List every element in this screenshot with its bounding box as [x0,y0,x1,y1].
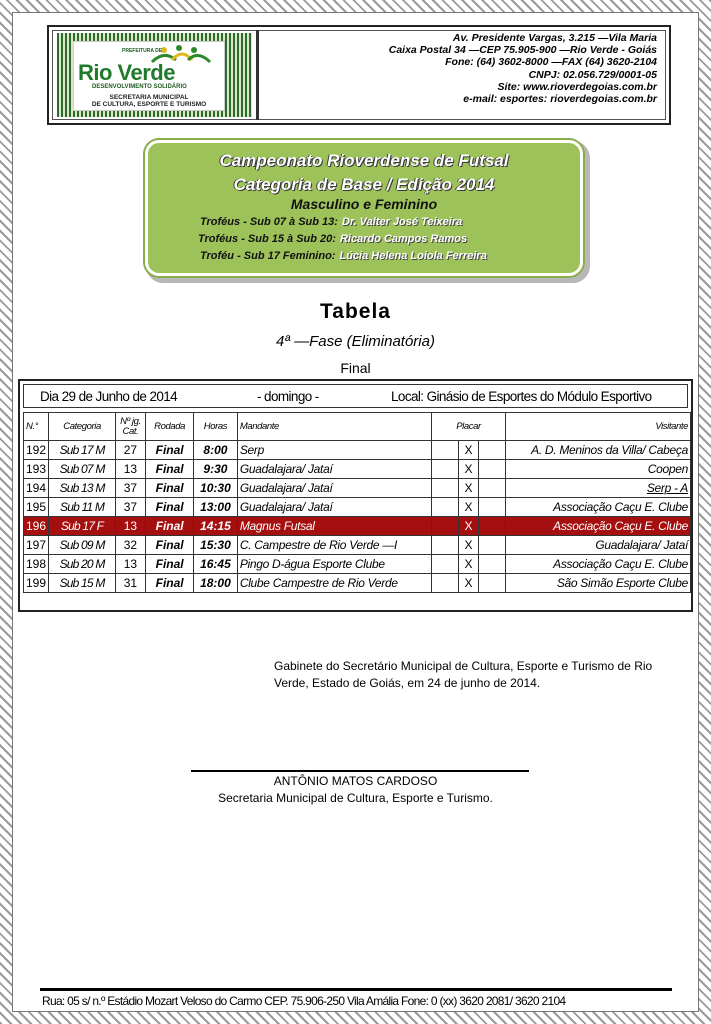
game-time: 8:00 [194,441,238,460]
away-team: Associação Caçu E. Clube [505,555,690,574]
table-body [24,441,691,593]
contact-cnpj: CNPJ: 02.056.729/0001-05 [528,68,657,81]
header-away-team: Visitante [505,413,690,441]
table-row [24,460,691,479]
signer-name: ANTÔNIO MATOS CARDOSO [273,774,438,788]
header-score: Placar [432,413,505,441]
championship-banner [145,140,583,276]
home-score [432,441,458,460]
table-row [24,574,691,593]
header-game-number: Nº jg. Cat. [115,413,146,441]
game-category-number: 27 [115,441,146,460]
game-category: Sub 11 M [49,498,115,517]
contact-postal: Caixa Postal 34 —CEP 75.905-900 —Rio Verde - Goiás [388,44,657,57]
phase-label: 4ª —Fase (Eliminatória) [276,333,435,350]
game-category-number: 13 [115,460,146,479]
trophy-label: Troféus - Sub 07 à Sub 13: [200,216,338,228]
game-category-number: 13 [115,517,146,536]
day-weekday: - domingo - [257,389,319,404]
home-score [432,517,458,536]
score-separator: X [458,555,478,574]
score-separator: X [458,517,478,536]
header-divider [256,30,259,120]
away-score [479,498,505,517]
home-team: Clube Campestre de Rio Verde [237,574,431,593]
game-category: Sub 13 M [49,479,115,498]
contact-site: Site: www.rioverdegoias.com.br [497,80,657,93]
game-number: 198 [24,555,49,574]
game-number: 196 [24,517,49,536]
contact-phone: Fone: (64) 3602-8000 —FAX (64) 3620-2104 [445,56,657,69]
away-team: Associação Caçu E. Clube [505,517,690,536]
game-category: Sub 15 M [49,574,115,593]
game-round: Final [146,498,194,517]
contact-info [389,32,657,105]
home-team: Pingo D-água Esporte Clube [237,555,431,574]
logo-secretaria-line1: SECRETARIA MUNICIPAL [109,94,189,101]
header-category: Categoria [49,413,115,441]
games-table-frame [18,379,693,612]
banner-gender: Masculino e Feminino [290,196,438,212]
game-round: Final [146,555,194,574]
trophy-line-1 [200,216,462,228]
table-row [24,441,691,460]
header-num: N.° [24,413,49,441]
home-score [432,555,458,574]
table-row [24,555,691,574]
home-score [432,460,458,479]
home-team: Serp [237,441,431,460]
table-row [24,536,691,555]
away-score [479,441,505,460]
table-row [24,498,691,517]
away-team: Serp - A [505,479,690,498]
trophy-name: Lúcia Helena Loiola Ferreira [339,250,487,262]
footer-address: Rua: 05 s/ n.º Estádio Mozart Veloso do Carmo CEP. 75.906-250 Vila Amália Fone: 0 (xx) 3620 2081/ 3620 2104 [42,994,566,1008]
game-round: Final [146,479,194,498]
contact-address: Av. Presidente Vargas, 3.215 —Vila Maria [452,32,657,44]
away-team: São Simão Esporte Clube [505,574,690,593]
header-time: Horas [194,413,238,441]
away-team: Associação Caçu E. Clube [505,498,690,517]
home-team: Guadalajara/ Jataí [237,498,431,517]
table-row [24,479,691,498]
home-team: Guadalajara/ Jataí [237,460,431,479]
contact-email: e-mail: esportes: rioverdegoias.com.br [463,93,657,106]
logo-tagline: DESENVOLVIMENTO SOLIDÁRIO [92,84,187,90]
away-score [479,555,505,574]
game-category: Sub 17 M [49,441,115,460]
day-local: Local: Ginásio de Esportes do Módulo Esportivo [391,389,652,404]
away-team: Coopen [505,460,690,479]
score-separator: X [458,479,478,498]
game-category: Sub 17 F [49,517,115,536]
logo-frame [57,33,252,117]
logo-name: Rio Verde [78,60,175,85]
trophy-label: Troféu - Sub 17 Feminino: [200,250,336,262]
trophy-name: Ricardo Campos Ramos [339,233,468,245]
score-separator: X [458,441,478,460]
header-round: Rodada [146,413,194,441]
game-time: 16:45 [194,555,238,574]
away-score [479,517,505,536]
trophy-line-3 [200,250,487,262]
logo-prefeitura: PREFEITURA DE [122,48,163,54]
trophy-label: Troféus - Sub 15 à Sub 20: [198,233,336,245]
home-team: Guadalajara/ Jataí [237,479,431,498]
home-score [432,574,458,593]
game-number: 192 [24,441,49,460]
game-category: Sub 20 M [49,555,115,574]
table-header-row [24,413,691,441]
game-time: 14:15 [194,517,238,536]
game-round: Final [146,460,194,479]
day-date: Dia 29 de Junho de 2014 [40,389,178,404]
page-title: Tabela [320,300,391,323]
game-number: 195 [24,498,49,517]
away-score [479,536,505,555]
logo-secretaria-line2: DE CULTURA, ESPORTE E TURISMO [91,101,207,108]
away-team: A. D. Meninos da Villa/ Cabeça [505,441,690,460]
game-category-number: 13 [115,555,146,574]
game-round: Final [146,517,194,536]
game-number: 193 [24,460,49,479]
game-time: 18:00 [194,574,238,593]
game-number: 194 [24,479,49,498]
rio-verde-logo [73,41,225,111]
home-team: C. Campestre de Rio Verde —I [237,536,431,555]
games-table [23,412,691,593]
score-separator: X [458,460,478,479]
game-number: 197 [24,536,49,555]
score-separator: X [458,498,478,517]
game-time: 10:30 [194,479,238,498]
letterhead [47,25,671,125]
score-separator: X [458,574,478,593]
home-score [432,536,458,555]
away-score [479,479,505,498]
signer-organization: Secretaria Municipal de Cultura, Esporte e Turismo. [218,791,493,805]
game-category: Sub 09 M [49,536,115,555]
away-score [479,460,505,479]
table-row [24,517,691,536]
header-home-team: Mandante [237,413,431,441]
game-round: Final [146,441,194,460]
home-team: Magnus Futsal [237,517,431,536]
game-category-number: 37 [115,498,146,517]
game-time: 15:30 [194,536,238,555]
footer-rule [40,988,672,991]
stage-label: Final [340,360,371,376]
game-number: 199 [24,574,49,593]
banner-subtitle: Categoria de Base / Edição 2014 [233,175,495,194]
game-category-number: 32 [115,536,146,555]
away-team: Guadalajara/ Jataí [505,536,690,555]
game-category: Sub 07 M [49,460,115,479]
game-round: Final [146,574,194,593]
logo-secretaria [78,94,220,108]
banner-title: Campeonato Rioverdense de Futsal [219,151,509,170]
signature-line [191,770,529,772]
closing-statement: Gabinete do Secretário Municipal de Cultura, Esporte e Turismo de Rio Verde, Estado de Goiás, em 24 de junho de 2014. [274,659,653,690]
game-round: Final [146,536,194,555]
trophy-line-2 [198,233,467,245]
home-score [432,498,458,517]
home-score [432,479,458,498]
score-separator: X [458,536,478,555]
away-score [479,574,505,593]
day-info-bar [23,384,688,408]
trophy-name: Dr. Valter José Teixeira [341,216,463,228]
game-time: 9:30 [194,460,238,479]
game-time: 13:00 [194,498,238,517]
game-category-number: 31 [115,574,146,593]
game-category-number: 37 [115,479,146,498]
